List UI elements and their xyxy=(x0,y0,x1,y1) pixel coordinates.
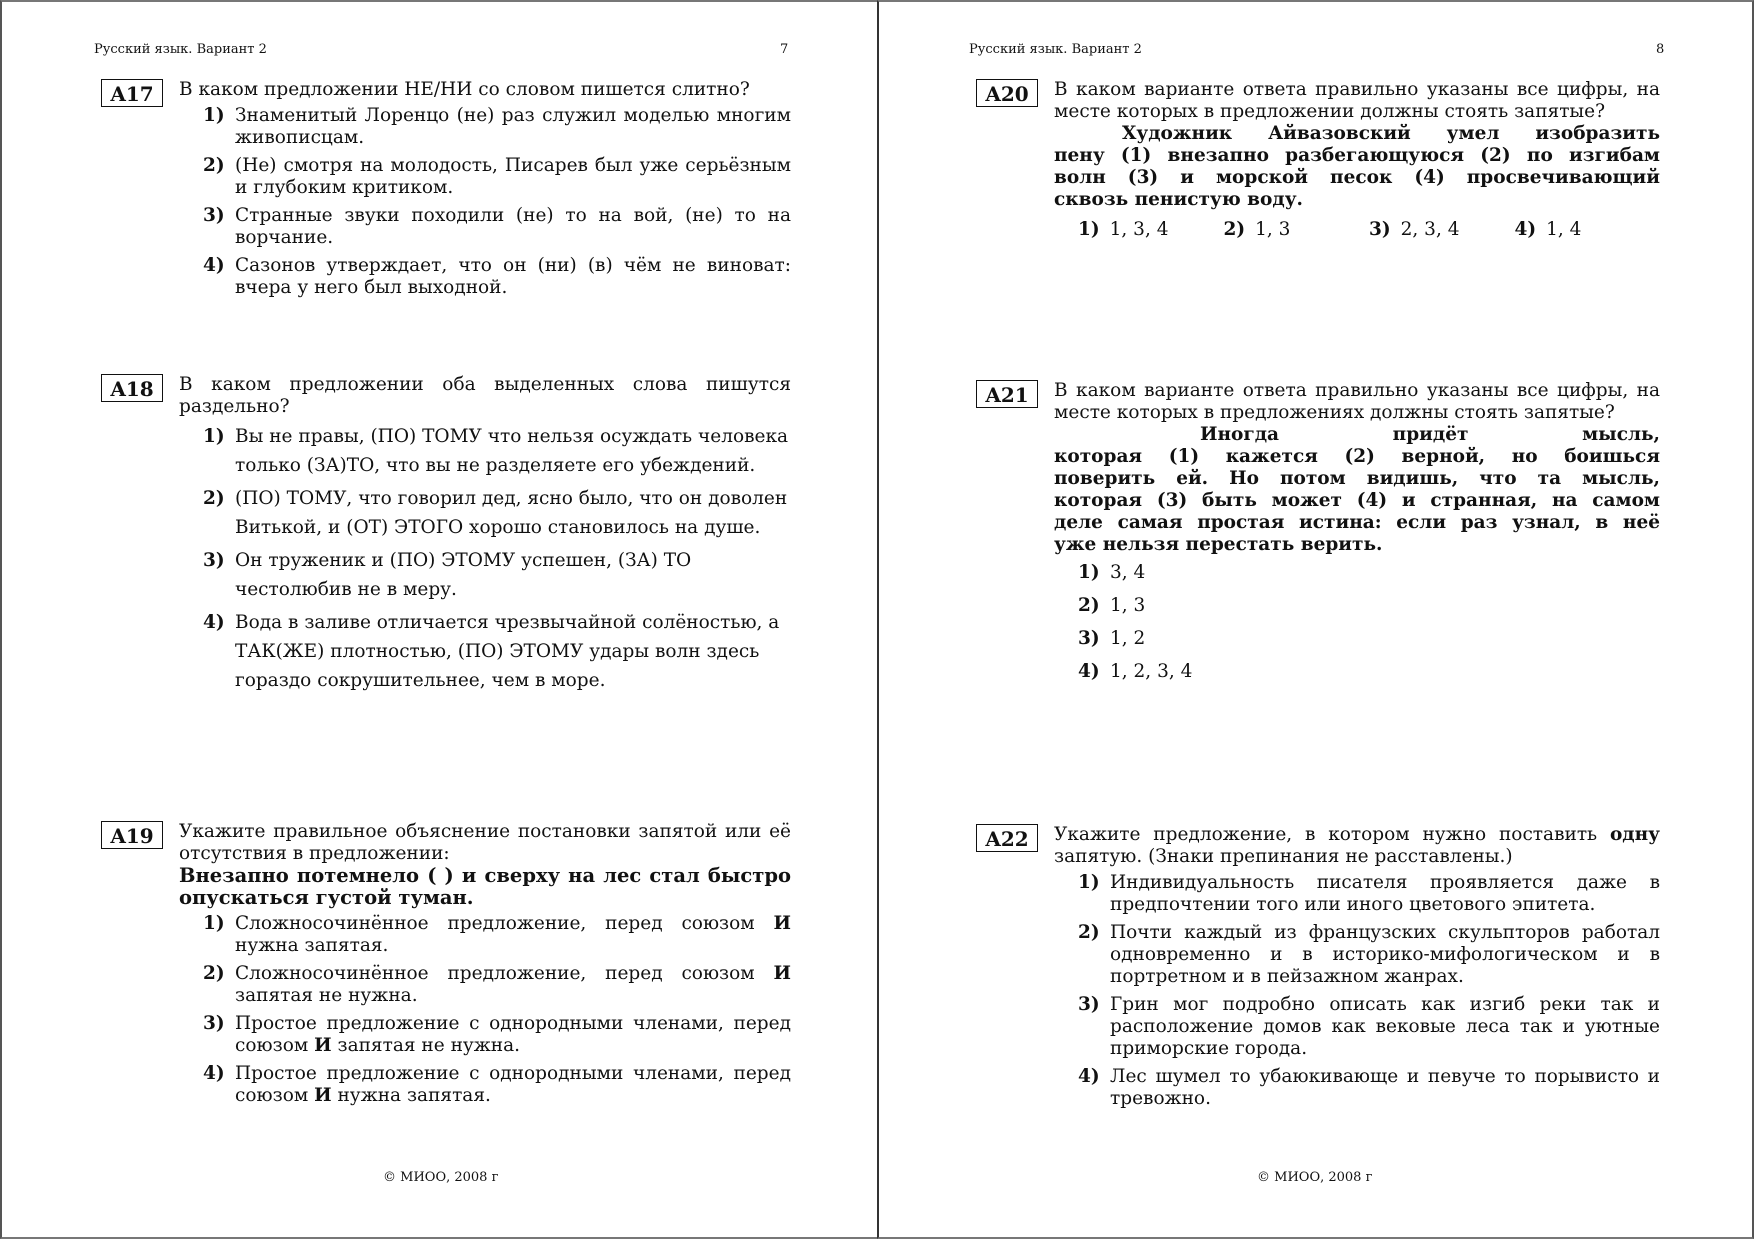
answer-option[interactable]: 3) Простое предложение с однородными членами, перед союзом И запятая не нужна. xyxy=(203,1013,791,1056)
answer-option[interactable]: 2) 1, 3 xyxy=(1078,595,1146,616)
task-sentence-line: уже нельзя перестать верить. xyxy=(1054,534,1383,555)
answer-option[interactable]: 3) 1, 2 xyxy=(1078,628,1146,649)
answer-option[interactable]: 1) Знаменитый Лоренцо (не) раз служил моделью многим живописцам. xyxy=(203,105,791,148)
answer-option[interactable]: 2) (Не) смотря на молодость, Писарев был уже серьёзным и глубоким критиком. xyxy=(203,155,791,198)
task-sentence-line: поверить ей. Но потом видишь, что та мысль, xyxy=(1054,468,1660,489)
task-sentence-line: деле самая простая истина: если раз узнал, в неё xyxy=(1054,512,1660,533)
answer-option[interactable]: 2) Сложносочинённое предложение, перед союзом И запятая не нужна. xyxy=(203,963,791,1006)
task-question: Укажите предложение, в котором нужно поставить одну запятую. (Знаки препинания не расставлены.) xyxy=(1054,824,1660,867)
answer-option[interactable]: 2) 1, 3 xyxy=(1223,219,1291,240)
answer-option[interactable]: 2) (ПО) ТОМУ, что говорил дед, ясно было, что он доволен Витькой, и (ОТ) ЭТОГО хорошо становилось на душе. xyxy=(203,488,788,538)
task-question: В каком предложении оба выделенных слова пишутся раздельно? xyxy=(179,374,791,417)
answer-option[interactable]: 3) Он труженик и (ПО) ЭТОМУ успешен, (ЗА) ТО честолюбив не в меру. xyxy=(203,550,692,600)
task-label: A22 xyxy=(976,824,1038,852)
page-number: 8 xyxy=(1656,42,1665,57)
task-sentence-line: сквозь пенистую воду. xyxy=(1054,189,1303,210)
answer-option[interactable]: 4) 1, 2, 3, 4 xyxy=(1078,661,1193,682)
answer-option[interactable]: 1) 1, 3, 4 xyxy=(1078,219,1169,240)
task-sentence-line: которая (3) быть может (4) и странная, на самом xyxy=(1054,490,1660,511)
answer-option[interactable]: 4) Лес шумел то убаюкивающе и певуче то порывисто и тревожно. xyxy=(1078,1066,1660,1109)
answer-option[interactable]: 4) Сазонов утверждает, что он (ни) (в) чём не виноват: вчера у него был выходной. xyxy=(203,255,791,298)
answer-option[interactable]: 4) 1, 4 xyxy=(1514,219,1582,240)
task-question: В каком варианте ответа правильно указаны все цифры, на месте которых в предложениях должны стоять запятые? xyxy=(1054,380,1660,423)
task-question: Укажите правильное объяснение постановки запятой или её отсутствия в предложении: xyxy=(179,821,791,864)
answer-option[interactable]: 3) Странные звуки походили (не) то на вой, (не) то на ворчание. xyxy=(203,205,791,248)
task-sentence: Внезапно потемнело ( ) и сверху на лес стал быстро опускаться густой туман. xyxy=(179,864,791,909)
task-label: A19 xyxy=(101,821,163,849)
answer-option[interactable]: 1) Индивидуальность писателя проявляется даже в предпочтении того или иного цветового эпитета. xyxy=(1078,872,1660,915)
task-sentence-line: Художник Айвазовский умел изобразить xyxy=(1122,123,1660,144)
task-label: A17 xyxy=(101,79,163,107)
task-label: A21 xyxy=(976,380,1038,408)
task-sentence-line: волн (3) и морской песок (4) просвечивающий xyxy=(1054,167,1660,188)
page-number: 7 xyxy=(780,42,789,57)
answer-option[interactable]: 4) Простое предложение с однородными членами, перед союзом И нужна запятая. xyxy=(203,1063,791,1106)
answer-option[interactable]: 3) 2, 3, 4 xyxy=(1369,219,1460,240)
task-sentence-line: пену (1) внезапно разбегающуюся (2) по изгибам xyxy=(1054,145,1660,166)
task-question: В каком предложении НЕ/НИ со словом пишется слитно? xyxy=(179,79,750,100)
task-question: В каком варианте ответа правильно указаны все цифры, на месте которых в предложении должны стоять запятые? xyxy=(1054,79,1660,122)
task-sentence-line: Иногда придёт мысль, xyxy=(1200,424,1660,445)
right-page xyxy=(877,0,1754,1239)
page-header-title: Русский язык. Вариант 2 xyxy=(969,42,1142,57)
answer-option[interactable]: 2) Почти каждый из французских скульпторов работал одновременно и в историко-мифологическом и в портретном и в пейзажном жанрах. xyxy=(1078,922,1660,987)
page-footer: © МИОО, 2008 г xyxy=(1257,1170,1373,1185)
answer-option[interactable]: 1) Вы не правы, (ПО) ТОМУ что нельзя осуждать человека только (ЗА)ТО, что вы не разделяете его убеждений. xyxy=(203,426,789,476)
answer-option[interactable]: 1) Сложносочинённое предложение, перед союзом И нужна запятая. xyxy=(203,913,791,956)
answer-option[interactable]: 1) 3, 4 xyxy=(1078,562,1146,583)
page-footer: © МИОО, 2008 г xyxy=(383,1170,499,1185)
task-label: A18 xyxy=(101,374,163,402)
task-sentence-line: которая (1) кажется (2) верной, но боишься xyxy=(1054,446,1660,467)
task-label: A20 xyxy=(976,79,1038,107)
page-header-title: Русский язык. Вариант 2 xyxy=(94,42,267,57)
answer-option[interactable]: 3) Грин мог подробно описать как изгиб реки так и расположение домов как вековые леса так и уютные приморские города. xyxy=(1078,994,1660,1059)
answer-option[interactable]: 4) Вода в заливе отличается чрезвычайной солёностью, а ТАК(ЖЕ) плотностью, (ПО) ЭТОМУ удары волн здесь гораздо сокрушительнее, чем в море. xyxy=(203,612,780,691)
